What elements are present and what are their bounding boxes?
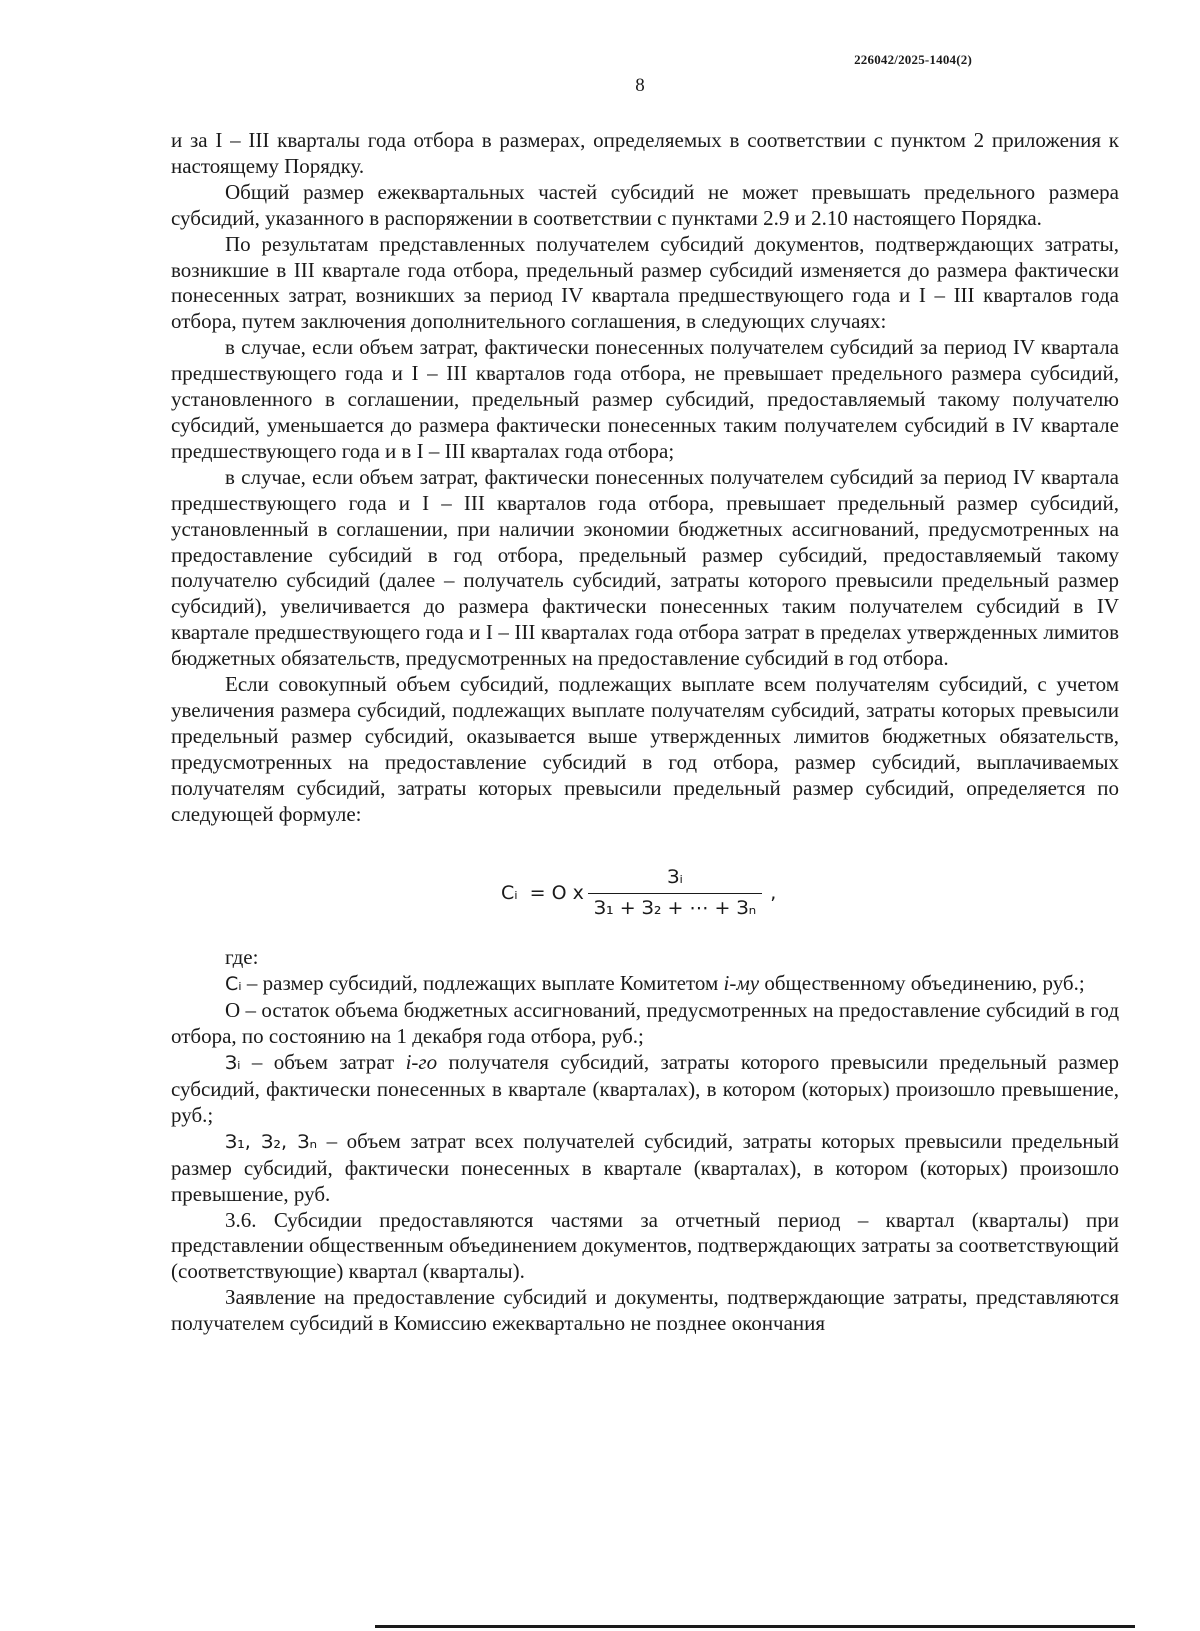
paragraph-5: в случае, если объем затрат, фактически понесенных получателем субсидий за период IV квартала предшествующего года и I – III кварталов года отбора, превышает предельный размер субсидий, установленный в соглашении, при наличии экономии бюджетных ассигнований, предусмотренных на предоставление субсидий в год отбора, предельный размер субсидий, предоставляемый такому получателю субсидий (далее – получатель субсидий, затраты которого превысили предельный размер субсидий), увеличивается до размера фактически понесенных таким получателем субсидий в IV квартале предшествующего года и I – III кварталах года отбора затрат в пределах утвержденных лимитов бюджетных обязательств, предусмотренных на предоставление субсидий в год отбора. bbox=[171, 464, 1119, 671]
formula-numerator: Зᵢ bbox=[667, 866, 683, 889]
where-label: где: bbox=[225, 945, 259, 970]
definition-z-all bbox=[171, 1129, 1119, 1208]
formula bbox=[171, 827, 1119, 939]
formula-trail: , bbox=[770, 881, 777, 904]
definition-ci-suffix: общественному объединению, руб.; bbox=[759, 971, 1085, 996]
formula-fraction bbox=[588, 865, 762, 922]
paragraph-1: и за I – III кварталы года отбора в размерах, определяемых в соответствии с пунктом 2 приложения к настоящему Порядку. bbox=[171, 128, 1119, 178]
definition-ci-text: – размер субсидий, подлежащих выплате Комитетом bbox=[241, 971, 724, 996]
definition-zi bbox=[171, 1050, 1119, 1129]
definition-ci bbox=[171, 971, 1119, 998]
definition-o-text: О – остаток объема бюджетных ассигнований, предусмотренных на предоставление субсидий в год отбора, по состоянию на 1 декабря года отбора, руб.; bbox=[171, 998, 1119, 1049]
definition-o bbox=[171, 998, 1119, 1050]
definition-zi-suffix: получателя субсидий, затраты которого превысили предельный размер субсидий, фактически понесенных в квартале (кварталах), в котором (которых) произошло превышение, руб.; bbox=[171, 1050, 1119, 1127]
symbol-z-all: З₁, З₂, Зₙ bbox=[225, 1130, 318, 1153]
page-number: 8 bbox=[635, 75, 645, 96]
paragraph-2: Общий размер ежеквартальных частей субсидий не может превышать предельного размера субсидий, указанного в распоряжении в соответствии с пунктами 2.9 и 2.10 настоящего Порядка. bbox=[171, 179, 1119, 230]
paragraph-application: Заявление на предоставление субсидий и документы, подтверждающие затраты, представляются получателем субсидий в Комиссию ежеквартально не позднее окончания bbox=[171, 1285, 1119, 1336]
page-bottom-rule bbox=[375, 1625, 1135, 1628]
formula-equals: = О x bbox=[529, 881, 584, 904]
formula-lhs: Сᵢ bbox=[501, 881, 518, 904]
symbol-zi: Зᵢ bbox=[225, 1052, 241, 1075]
paragraph-6: Если совокупный объем субсидий, подлежащих выплате всем получателям субсидий, с учетом увеличения размера субсидий, подлежащих выплате получателям субсидий, затраты которых превысили предельный размер субсидий, оказывается выше утвержденных лимитов бюджетных обязательств, предусмотренных на предоставление субсидий в год отбора, размер субсидий, выплачиваемых получателям субсидий, затраты которых превысили предельный размер субсидий, определяется по следующей формуле: bbox=[171, 672, 1119, 826]
definition-z-all-text: – объем затрат всех получателей субсидий, затраты которых превысили предельный размер субсидий, фактически понесенных в квартале (кварталах), в котором (которых) произошло превышение, руб. bbox=[171, 1128, 1119, 1206]
paragraph-3-6: 3.6. Субсидии предоставляются частями за отчетный период – квартал (кварталы) при представлении общественным объединением документов, подтверждающих затраты за соответствующий (соответствующие) квартал (кварталы). bbox=[171, 1207, 1119, 1284]
definition-zi-emph: i-го bbox=[405, 1050, 438, 1075]
paragraph-4: в случае, если объем затрат, фактически понесенных получателем субсидий за период IV квартала предшествующего года и I – III кварталов года отбора, не превышает предельного размера субсидий, установленного в соглашении, предельный размер субсидий, предоставляемый такому получателю субсидий, уменьшается до размера фактически понесенных таким получателем субсидий в IV квартале предшествующего года и в I – III кварталах года отбора; bbox=[171, 335, 1119, 463]
paragraph-3: По результатам представленных получателем субсидий документов, подтверждающих затраты, возникшие в III квартале года отбора, предельный размер субсидий изменяется до размера фактически понесенных затрат, возникших за период IV квартала предшествующего года и I – III кварталов года отбора, путем заключения дополнительного соглашения, в следующих случаях: bbox=[171, 231, 1119, 334]
definition-ci-emph: i-му bbox=[723, 971, 760, 996]
document-number: 226042/2025-1404(2) bbox=[854, 52, 972, 67]
definition-zi-text: – объем затрат bbox=[240, 1050, 406, 1075]
document-body bbox=[171, 128, 1119, 1337]
symbol-ci: Сᵢ bbox=[225, 973, 242, 996]
formula-denominator: З₁ + З₂ + ⋯ + Зₙ bbox=[588, 893, 762, 922]
